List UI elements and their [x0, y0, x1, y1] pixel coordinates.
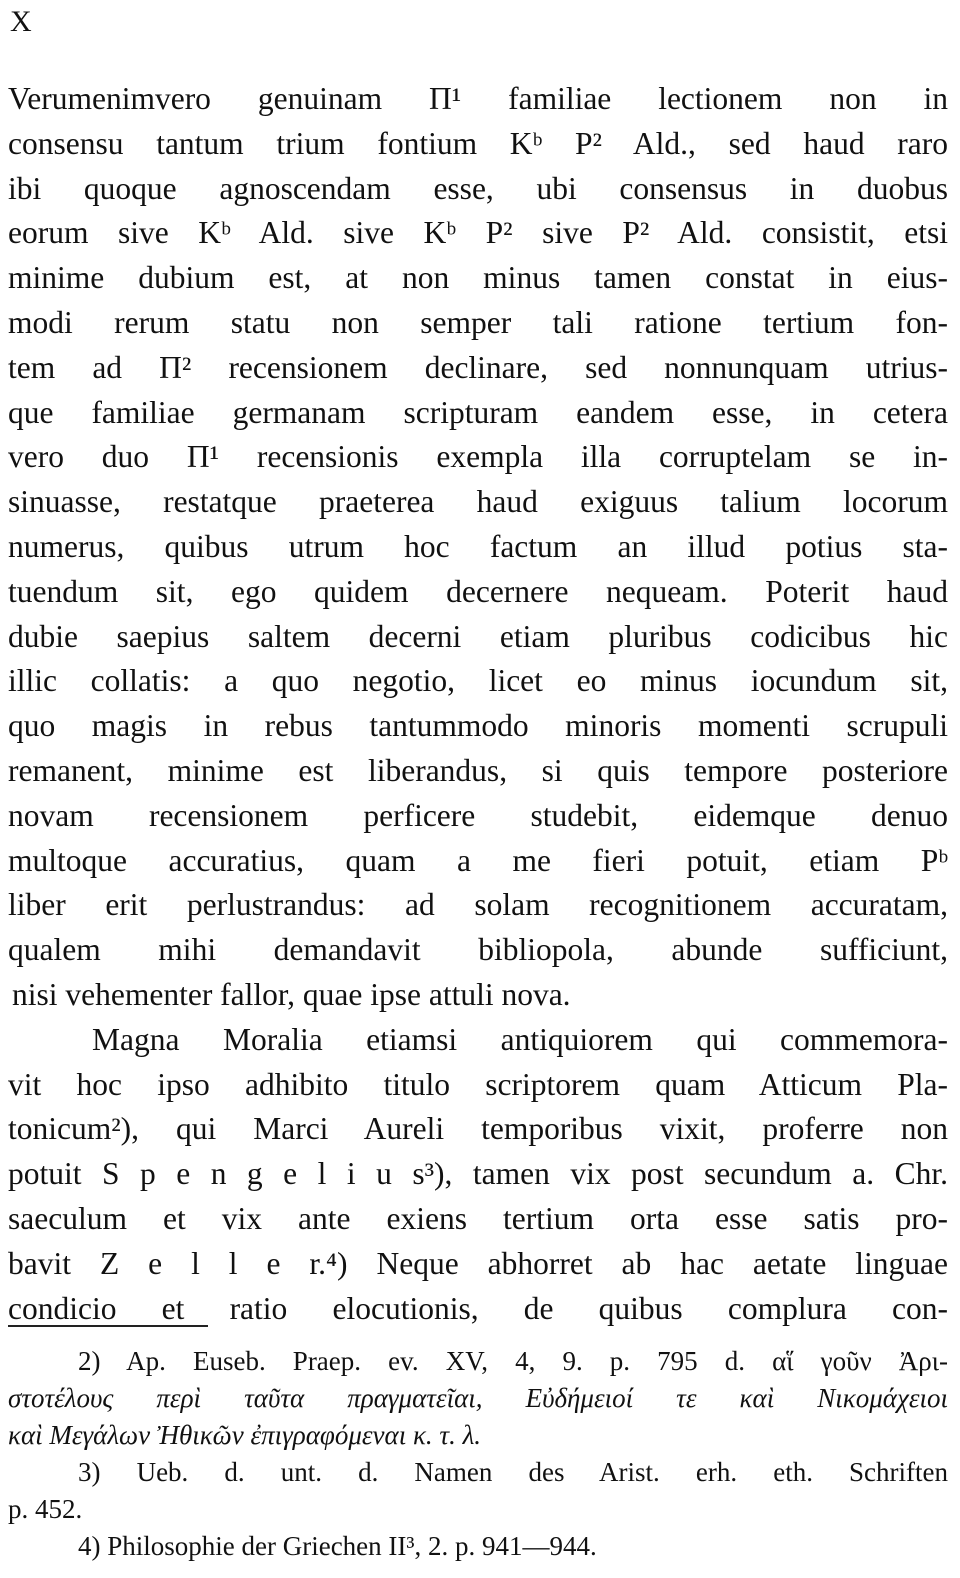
document-page — [8, 0, 948, 1578]
body-line: remanent, minime est liberandus, si quis tempore posteriore — [8, 752, 948, 788]
footnote-4-line: 4) Philosophie der Griechen II³, 2. p. 941—944. — [78, 1531, 597, 1561]
body-line: potuit S p e n g e l i u s³), tamen vix post secundum a. Chr. — [8, 1156, 948, 1192]
body-line: ibi quoque agnoscendam esse, ubi consensus in duobus — [8, 170, 948, 206]
body-line: tuendum sit, ego quidem decernere nequeam. Poterit haud — [8, 573, 948, 609]
footnote-3-line: 3) Ueb. d. unt. d. Namen des Arist. erh. eth. Schriften — [78, 1457, 948, 1487]
body-line: qualem mihi demandavit bibliopola, abunde sufficiunt, — [8, 932, 948, 968]
footnote-2-greek-line: στοτέλους περὶ ταῦτα πραγματεῖαι, Εὐδήμειοί τε καὶ Νικομάχειοι — [8, 1383, 948, 1413]
body-line: condicio et ratio elocutionis, de quibus complura con- — [8, 1290, 948, 1326]
body-line: que familiae germanam scripturam eandem esse, in cetera — [8, 394, 948, 430]
page-number: X — [10, 5, 32, 38]
body-line: quo magis in rebus tantummodo minoris momenti scrupuli — [8, 708, 948, 744]
body-line: liber erit perlustrandus: ad solam recognitionem accuratam, — [8, 887, 948, 923]
main-text — [8, 77, 948, 1331]
footnote-separator — [8, 1325, 208, 1327]
body-line: consensu tantum trium fontium Kᵇ P² Ald., sed haud raro — [8, 125, 948, 161]
body-line-paragraph-start: Magna Moralia etiamsi antiquiorem qui commemora- — [92, 1021, 948, 1057]
body-line: saeculum et vix ante exiens tertium orta esse satis pro- — [8, 1200, 948, 1236]
body-line: numerus, quibus utrum hoc factum an illud potius sta- — [8, 528, 948, 564]
body-line: eorum sive Kᵇ Ald. sive Kᵇ P² sive P² Ald. consistit, etsi — [8, 215, 948, 251]
body-line: vero duo Π¹ recensionis exempla illa corruptelam se in- — [8, 439, 948, 475]
body-line: multoque accuratius, quam a me fieri potuit, etiam Pᵇ — [8, 842, 948, 878]
footnote-2-line: 2) Ap. Euseb. Praep. ev. XV, 4, 9. p. 795 d. αἵ γοῦν Ἀρι- — [78, 1346, 948, 1376]
body-line: sinuasse, restatque praeterea haud exiguus talium locorum — [8, 484, 948, 520]
body-line: vit hoc ipso adhibito titulo scriptorem quam Atticum Pla- — [8, 1066, 948, 1102]
body-line: novam recensionem perficere studebit, eidemque denuo — [8, 797, 948, 833]
body-line: minime dubium est, at non minus tamen constat in eius- — [8, 260, 948, 296]
footnotes — [8, 1343, 948, 1565]
body-line: modi rerum statu non semper tali ratione tertium fon- — [8, 304, 948, 340]
body-line: Verumenimvero genuinam Π¹ familiae lectionem non in — [8, 81, 948, 116]
body-line: tonicum²), qui Marci Aureli temporibus vixit, proferre non — [8, 1111, 948, 1147]
body-line: bavit Z e l l e r.⁴) Neque abhorret ab hac aetate linguae — [8, 1245, 948, 1281]
body-line: dubie saepius saltem decerni etiam pluribus codicibus hic — [8, 618, 948, 654]
body-line-paragraph-end: nisi vehementer fallor, quae ipse attuli nova. — [12, 976, 571, 1012]
body-line: tem ad Π² recensionem declinare, sed nonnunquam utrius- — [8, 349, 948, 385]
body-line: illic collatis: a quo negotio, licet eo minus iocundum sit, — [8, 663, 948, 699]
footnote-2-greek-line: καὶ Μεγάλων Ἠθικῶν ἐπιγραφόμεναι κ. τ. λ. — [8, 1420, 482, 1450]
footnote-3-line: p. 452. — [8, 1494, 83, 1524]
